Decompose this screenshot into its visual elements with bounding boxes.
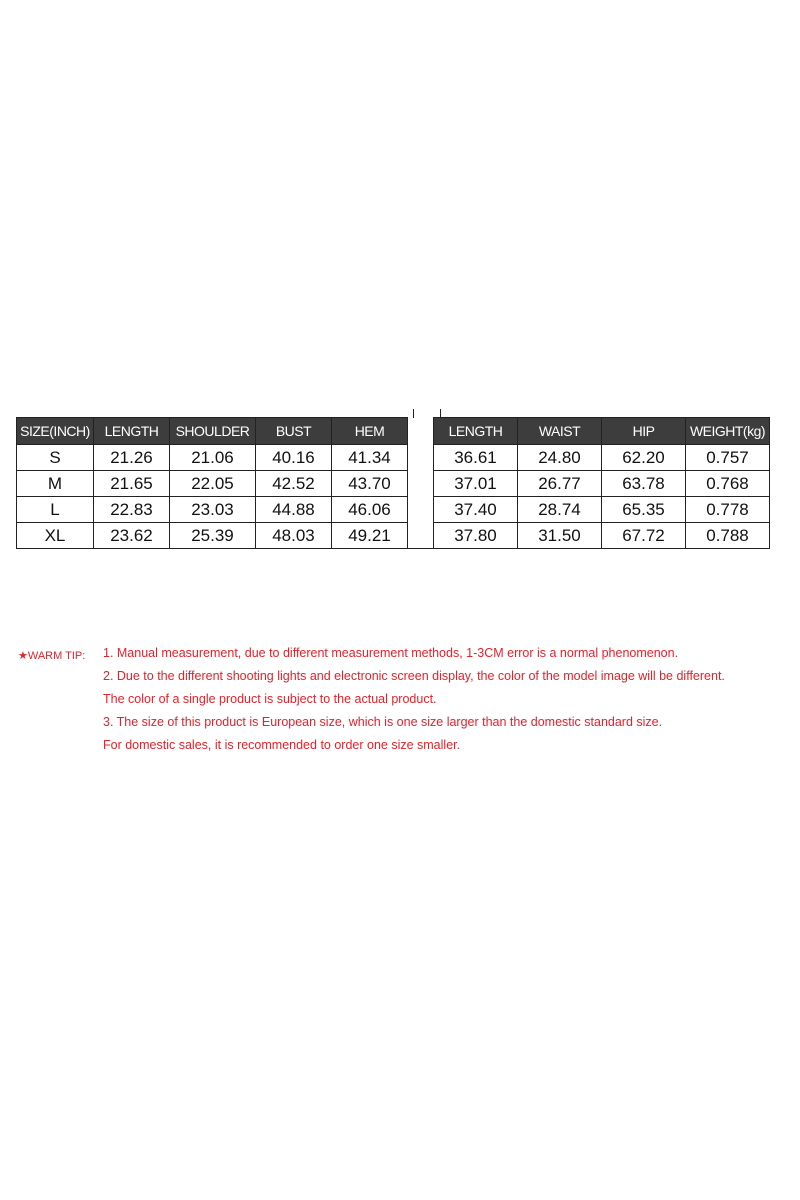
weight-cell: 0.768	[686, 471, 770, 497]
bottom-length-cell: 37.40	[434, 497, 518, 523]
size-cell: XL	[17, 523, 94, 549]
top-length-cell: 23.62	[94, 523, 170, 549]
size-cell: S	[17, 445, 94, 471]
column-gap	[408, 523, 434, 549]
top-length-cell: 21.26	[94, 445, 170, 471]
shoulder-cell: 21.06	[170, 445, 256, 471]
hip-cell: 62.20	[602, 445, 686, 471]
hem-cell: 41.34	[332, 445, 408, 471]
top-length-cell: 22.83	[94, 497, 170, 523]
column-gap	[408, 497, 434, 523]
column-gap	[408, 418, 434, 445]
waist-cell: 31.50	[518, 523, 602, 549]
warm-tip-line: 2. Due to the different shooting lights and electronic screen display, the color of the model image will be different.	[103, 669, 725, 683]
column-gap	[408, 471, 434, 497]
warm-tip-line: 3. The size of this product is European size, which is one size larger than the domestic standard size.	[103, 715, 663, 729]
waist-cell: 28.74	[518, 497, 602, 523]
table-row	[17, 445, 770, 471]
hip-cell: 67.72	[602, 523, 686, 549]
weight-cell: 0.757	[686, 445, 770, 471]
top-length-cell: 21.65	[94, 471, 170, 497]
table-row	[17, 523, 770, 549]
size-chart-table	[16, 417, 770, 549]
hem-cell: 43.70	[332, 471, 408, 497]
bust-cell: 48.03	[256, 523, 332, 549]
header-hem: HEM	[332, 418, 408, 445]
bottom-length-cell: 36.61	[434, 445, 518, 471]
header-weight: WEIGHT(kg)	[686, 418, 770, 445]
bust-cell: 42.52	[256, 471, 332, 497]
size-cell: L	[17, 497, 94, 523]
hem-cell: 49.21	[332, 523, 408, 549]
waist-cell: 24.80	[518, 445, 602, 471]
table-row	[17, 497, 770, 523]
waist-cell: 26.77	[518, 471, 602, 497]
header-size: SIZE(INCH)	[17, 418, 94, 445]
warm-tip-label: ★WARM TIP:	[18, 650, 86, 662]
hip-cell: 65.35	[602, 497, 686, 523]
warm-tip-line: 1. Manual measurement, due to different measurement methods, 1-3CM error is a normal phenomenon.	[103, 646, 679, 660]
weight-cell: 0.778	[686, 497, 770, 523]
header-waist: WAIST	[518, 418, 602, 445]
header-hip: HIP	[602, 418, 686, 445]
size-cell: M	[17, 471, 94, 497]
column-gap	[408, 445, 434, 471]
warm-tip-line: For domestic sales, it is recommended to order one size smaller.	[103, 738, 461, 752]
bottom-length-cell: 37.80	[434, 523, 518, 549]
shoulder-cell: 23.03	[170, 497, 256, 523]
hem-cell: 46.06	[332, 497, 408, 523]
bust-cell: 44.88	[256, 497, 332, 523]
warm-tip-line: The color of a single product is subject to the actual product.	[103, 692, 437, 706]
header-bottom-length: LENGTH	[434, 418, 518, 445]
weight-cell: 0.788	[686, 523, 770, 549]
table-row	[17, 471, 770, 497]
bottom-length-cell: 37.01	[434, 471, 518, 497]
table-header-row	[17, 418, 770, 445]
bust-cell: 40.16	[256, 445, 332, 471]
shoulder-cell: 22.05	[170, 471, 256, 497]
header-shoulder: SHOULDER	[170, 418, 256, 445]
shoulder-cell: 25.39	[170, 523, 256, 549]
hip-cell: 63.78	[602, 471, 686, 497]
header-bust: BUST	[256, 418, 332, 445]
header-top-length: LENGTH	[94, 418, 170, 445]
